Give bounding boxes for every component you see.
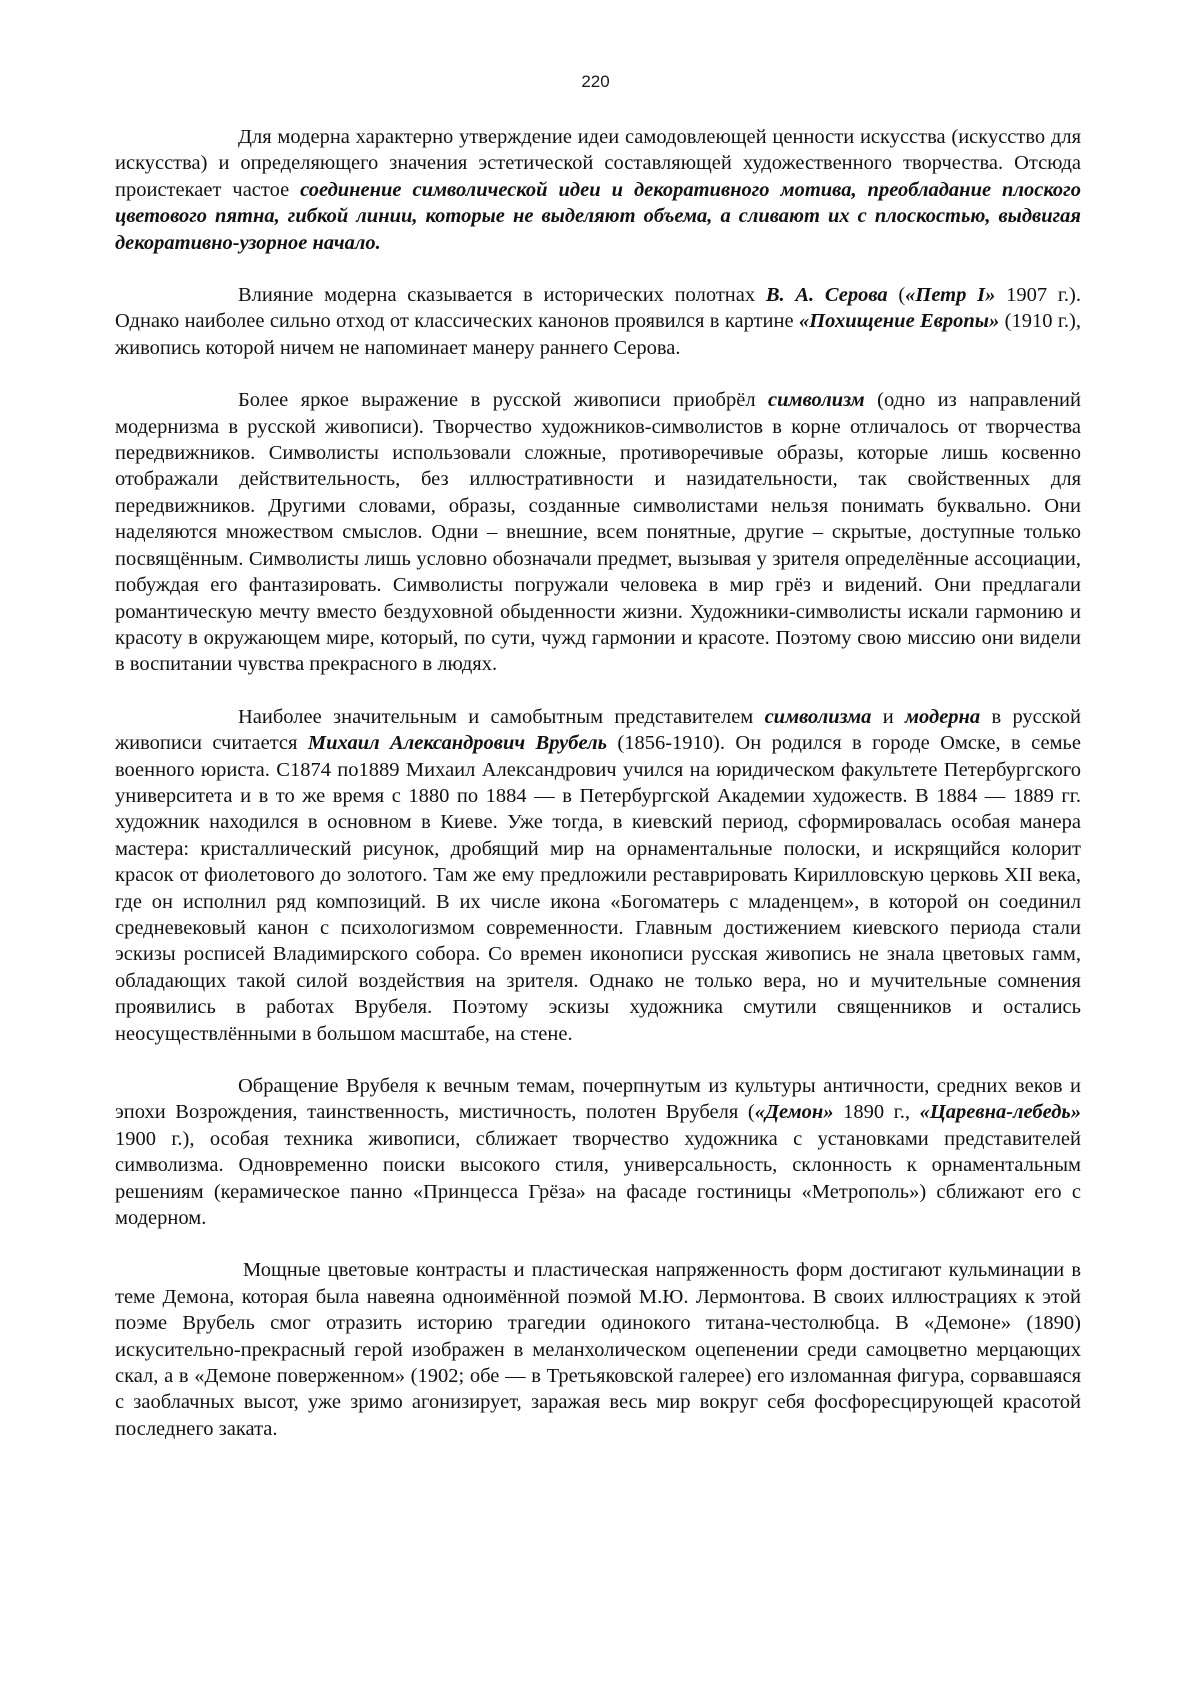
body-text-run: Для модерна характерно утверждение идеи самодовлеющей ценности искусства (искусство для искусства) и определяющего значения эстетической составляющей художественного творчества. Отсюда проистекает частое (115, 126, 1081, 201)
body-text-run: 1890 г., (833, 1101, 920, 1124)
paragraph-demon (115, 1257, 1081, 1442)
body-text-run: 1907 г.). Однако наиболее сильно отход от классических канонов проявился в картине (115, 284, 1081, 333)
body-text-run: (одно из направлений модернизма в русской живописи). Творчество художников-символистов в корне отличалось от творчества передвижников. Символисты использовали сложные, противоречивые образы, которые лишь косвенно отображали действительность, без иллюстративности и назидательности, так свойственных для передвижников. Другими словами, образы, созданные символистами нельзя понимать буквально. Они наделяются множеством смыслов. Одни – внешние, всем понятные, другие – скрытые, доступные только посвящённым. Символисты лишь условно обозначали предмет, вызывая у зрителя определённые ассоциации, побуждая его фантазировать. Символисты погружали человека в мир грёз и видений. Они предлагали романтическую мечту вместо бездуховной обыденности жизни. Художники-символисты искали гармонию и красоту в окружающем мире, который, по сути, чужд гармонии и красоте. Поэтому свою миссию они видели в воспитании чувства прекрасного в людях. (115, 389, 1081, 676)
body-text-run: Обращение Врубеля к вечным темам, почерпнутым из культуры античности, средних веков и эпохи Возрождения, таинственность, мистичность, полотен Врубеля ( (115, 1075, 1081, 1124)
emphasis-text: «Демон» (754, 1101, 834, 1124)
body-text-run: Мощные цветовые контрасты и пластическая напряженность форм достигают кульминации в теме Демона, которая была навеяна одноимённой поэмой М.Ю. Лермонтова. В своих иллюстрациях к этой поэме Врубель смог отразить историю трагедии одинокого титана-честолюбца. В «Демоне» (1890) искусительно-прекрасный герой изображен в меланхолическом оцепенении среди самоцветно мерцающих скал, а в «Демоне поверженном» (1902; обе — в Третьяковской галерее) его изломанная фигура, сорвавшаяся с заоблачных высот, уже зримо агонизирует, заражая весь мир вокруг себя фосфоресцирующей красотой последнего заката. (115, 1259, 1081, 1440)
body-text-run: 1900 г.), особая техника живописи, сближает творчество художника с установками представителей символизма. Одновременно поиски высокого стиля, универсальность, склонность к орнаментальным решениям (керамическое панно «Принцесса Грёза» на фасаде гостиницы «Метрополь») сближают его с модерном. (115, 1127, 1081, 1230)
body-text-run: и (871, 705, 905, 728)
emphasis-text: модерна (905, 705, 981, 728)
paragraph-modern-characteristics (115, 124, 1081, 256)
body-text (115, 124, 1081, 1468)
emphasis-text: «Царевна-лебедь» (919, 1101, 1081, 1124)
paragraph-vrubel-themes (115, 1073, 1081, 1231)
emphasis-text: соединение символической идеи и декоративного мотива, преобладание плоского цветового пятна, гибкой линии, которые не выделяют объема, а сливают их с плоскостью, выдвигая декоративно-узорное начало. (115, 178, 1081, 254)
paragraph-serov (115, 282, 1081, 361)
body-text-run: (1856-1910). Он родился в городе Омске, в семье военного юриста. С1874 по1889 Михаил Александрович учился на юридическом факультете Петербургского университета и в то же время с 1880 по 1884 — в Петербургской Академии художеств. В 1884 — 1889 гг. художник находился в основном в Киеве. Уже тогда, в киевский период, сформировалась особая манера мастера: кристаллический рисунок, дробящий мир на орнаментальные полоски, и искрящийся колорит красок от фиолетового до золотого. Там же ему предложили реставрировать Кирилловскую церковь XII века, где он исполнил ряд композиций. В их числе икона «Богоматерь с младенцем», в которой он соединил средневековый канон с психологизмом современности. Главным достижением киевского периода стали эскизы росписей Владимирского собора. Со времен иконописи русская живопись не знала цветовых гамм, обладающих такой силой воздействия на зрителя. Однако не только вера, но и мучительные сомнения проявились в работах Врубеля. Поэтому эскизы художника смутили священников и остались неосуществлёнными в большом масштабе, на стене. (115, 732, 1081, 1045)
emphasis-text: «Петр I» (905, 284, 996, 307)
body-text-run: в русской живописи считается (115, 705, 1082, 755)
emphasis-text: В. А. Серова (765, 284, 888, 307)
emphasis-text: символизма (764, 705, 872, 728)
emphasis-text: «Похищение Европы» (798, 310, 1000, 333)
body-text-run: Наиболее значительным и самобытным представителем (238, 705, 765, 728)
emphasis-text: символизм (768, 389, 865, 412)
body-text-run: Влияние модерна сказывается в исторических полотнах (238, 284, 766, 307)
page-number: 220 (581, 72, 610, 91)
body-text-run: (1910 г.), живопись которой ничем не напоминает манеру раннего Серова. (115, 310, 1082, 359)
paragraph-vrubel-biography (115, 704, 1081, 1047)
body-text-run: ( (887, 284, 906, 307)
emphasis-text: Михаил Александрович Врубель (307, 732, 607, 755)
paragraph-symbolism (115, 387, 1081, 677)
body-text-run: Более яркое выражение в русской живописи приобрёл (238, 389, 769, 412)
